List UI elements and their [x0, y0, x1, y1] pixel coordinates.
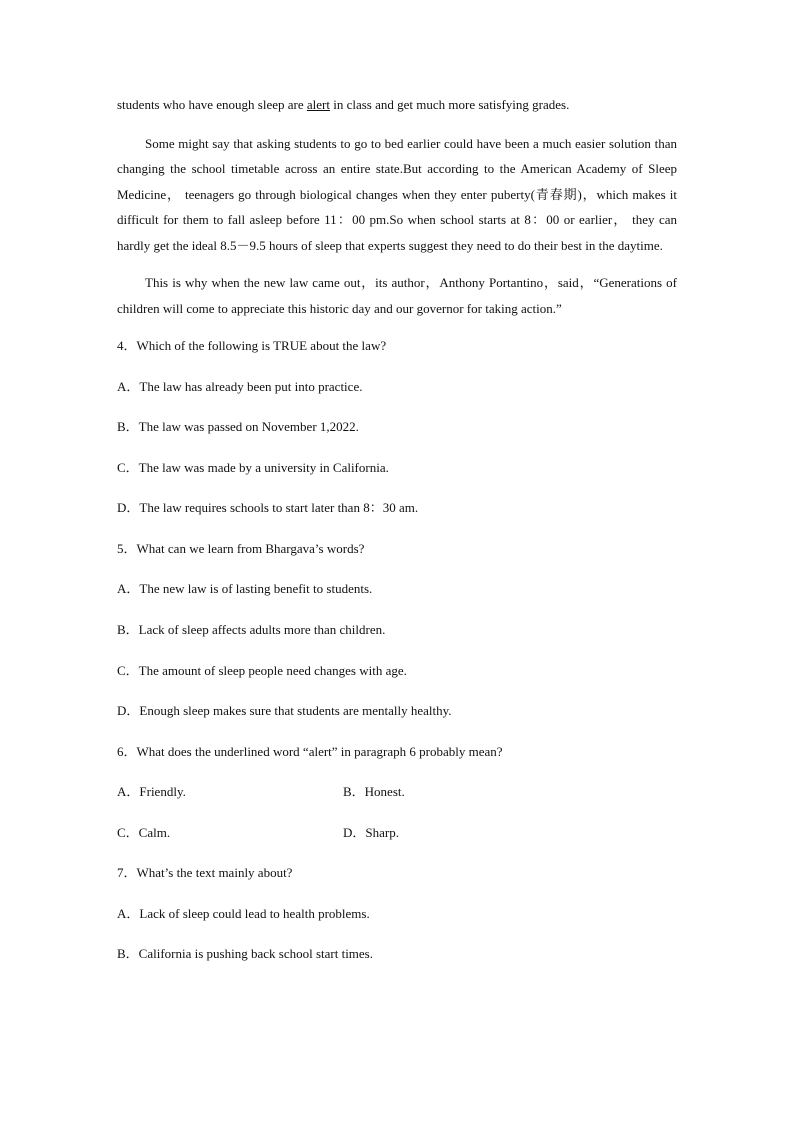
question-6-option-b: B．Honest. — [343, 784, 405, 799]
question-4-option-c: C．The law was made by a university in California. — [117, 460, 389, 475]
question-5-stem: 5．What can we learn from Bhargava’s words? — [117, 541, 365, 556]
question-6-options-row-2 — [117, 823, 677, 843]
paragraph-1-after: in class and get much more satisfying grades. — [329, 97, 570, 112]
paragraph-1 — [117, 92, 677, 118]
question-5-option-c: C．The amount of sleep people need changes with age. — [117, 663, 407, 678]
question-6-option-a: A．Friendly. — [117, 784, 186, 799]
question-7-option-b: B．California is pushing back school start times. — [117, 946, 373, 961]
question-4 — [117, 336, 677, 518]
paragraph-3: This is why when the new law came out，its author，Anthony Portantino，said，“Generations of children will come to appreciate this historic day and our governor for taking action.” — [117, 275, 677, 316]
question-4-option-d: D．The law requires schools to start later than 8：30 am. — [117, 500, 419, 515]
question-4-option-a: A．The law has already been put into practice. — [117, 379, 363, 394]
question-5 — [117, 539, 677, 721]
question-4-option-b: B．The law was passed on November 1,2022. — [117, 419, 359, 434]
question-5-option-b: B．Lack of sleep affects adults more than children. — [117, 622, 386, 637]
underlined-word-alert: alert — [306, 97, 330, 112]
question-6-option-d: D．Sharp. — [343, 825, 399, 840]
question-7-option-a: A．Lack of sleep could lead to health problems. — [117, 906, 370, 921]
question-6-stem: 6．What does the underlined word “alert” in paragraph 6 probably mean? — [117, 744, 503, 759]
question-7-stem: 7．What’s the text mainly about? — [117, 865, 293, 880]
question-5-option-a: A．The new law is of lasting benefit to students. — [117, 581, 373, 596]
paragraph-1-before: students who have enough sleep are — [117, 97, 307, 112]
question-6 — [117, 742, 677, 843]
paragraph-2: Some might say that asking students to go to bed earlier could have been a much easier solution than changing the school timetable across an entire state.But according to the American Academy of Sleep Medicine， teenagers go through biological changes when they enter puberty(青春期)，which makes it difficult for them to fall asleep before 11：00 pm.So when school starts at 8：00 or earlier， they can hardly get the ideal 8.5－9.5 hours of sleep that experts suggest they need to do their best in the daytime. — [117, 135, 677, 253]
question-5-option-d: D．Enough sleep makes sure that students are mentally healthy. — [117, 703, 452, 718]
question-4-stem: 4．Which of the following is TRUE about the law? — [117, 338, 387, 353]
question-6-options-row-1 — [117, 782, 677, 802]
question-7 — [117, 863, 677, 964]
document-page — [117, 92, 677, 964]
question-6-option-c: C．Calm. — [117, 825, 171, 840]
